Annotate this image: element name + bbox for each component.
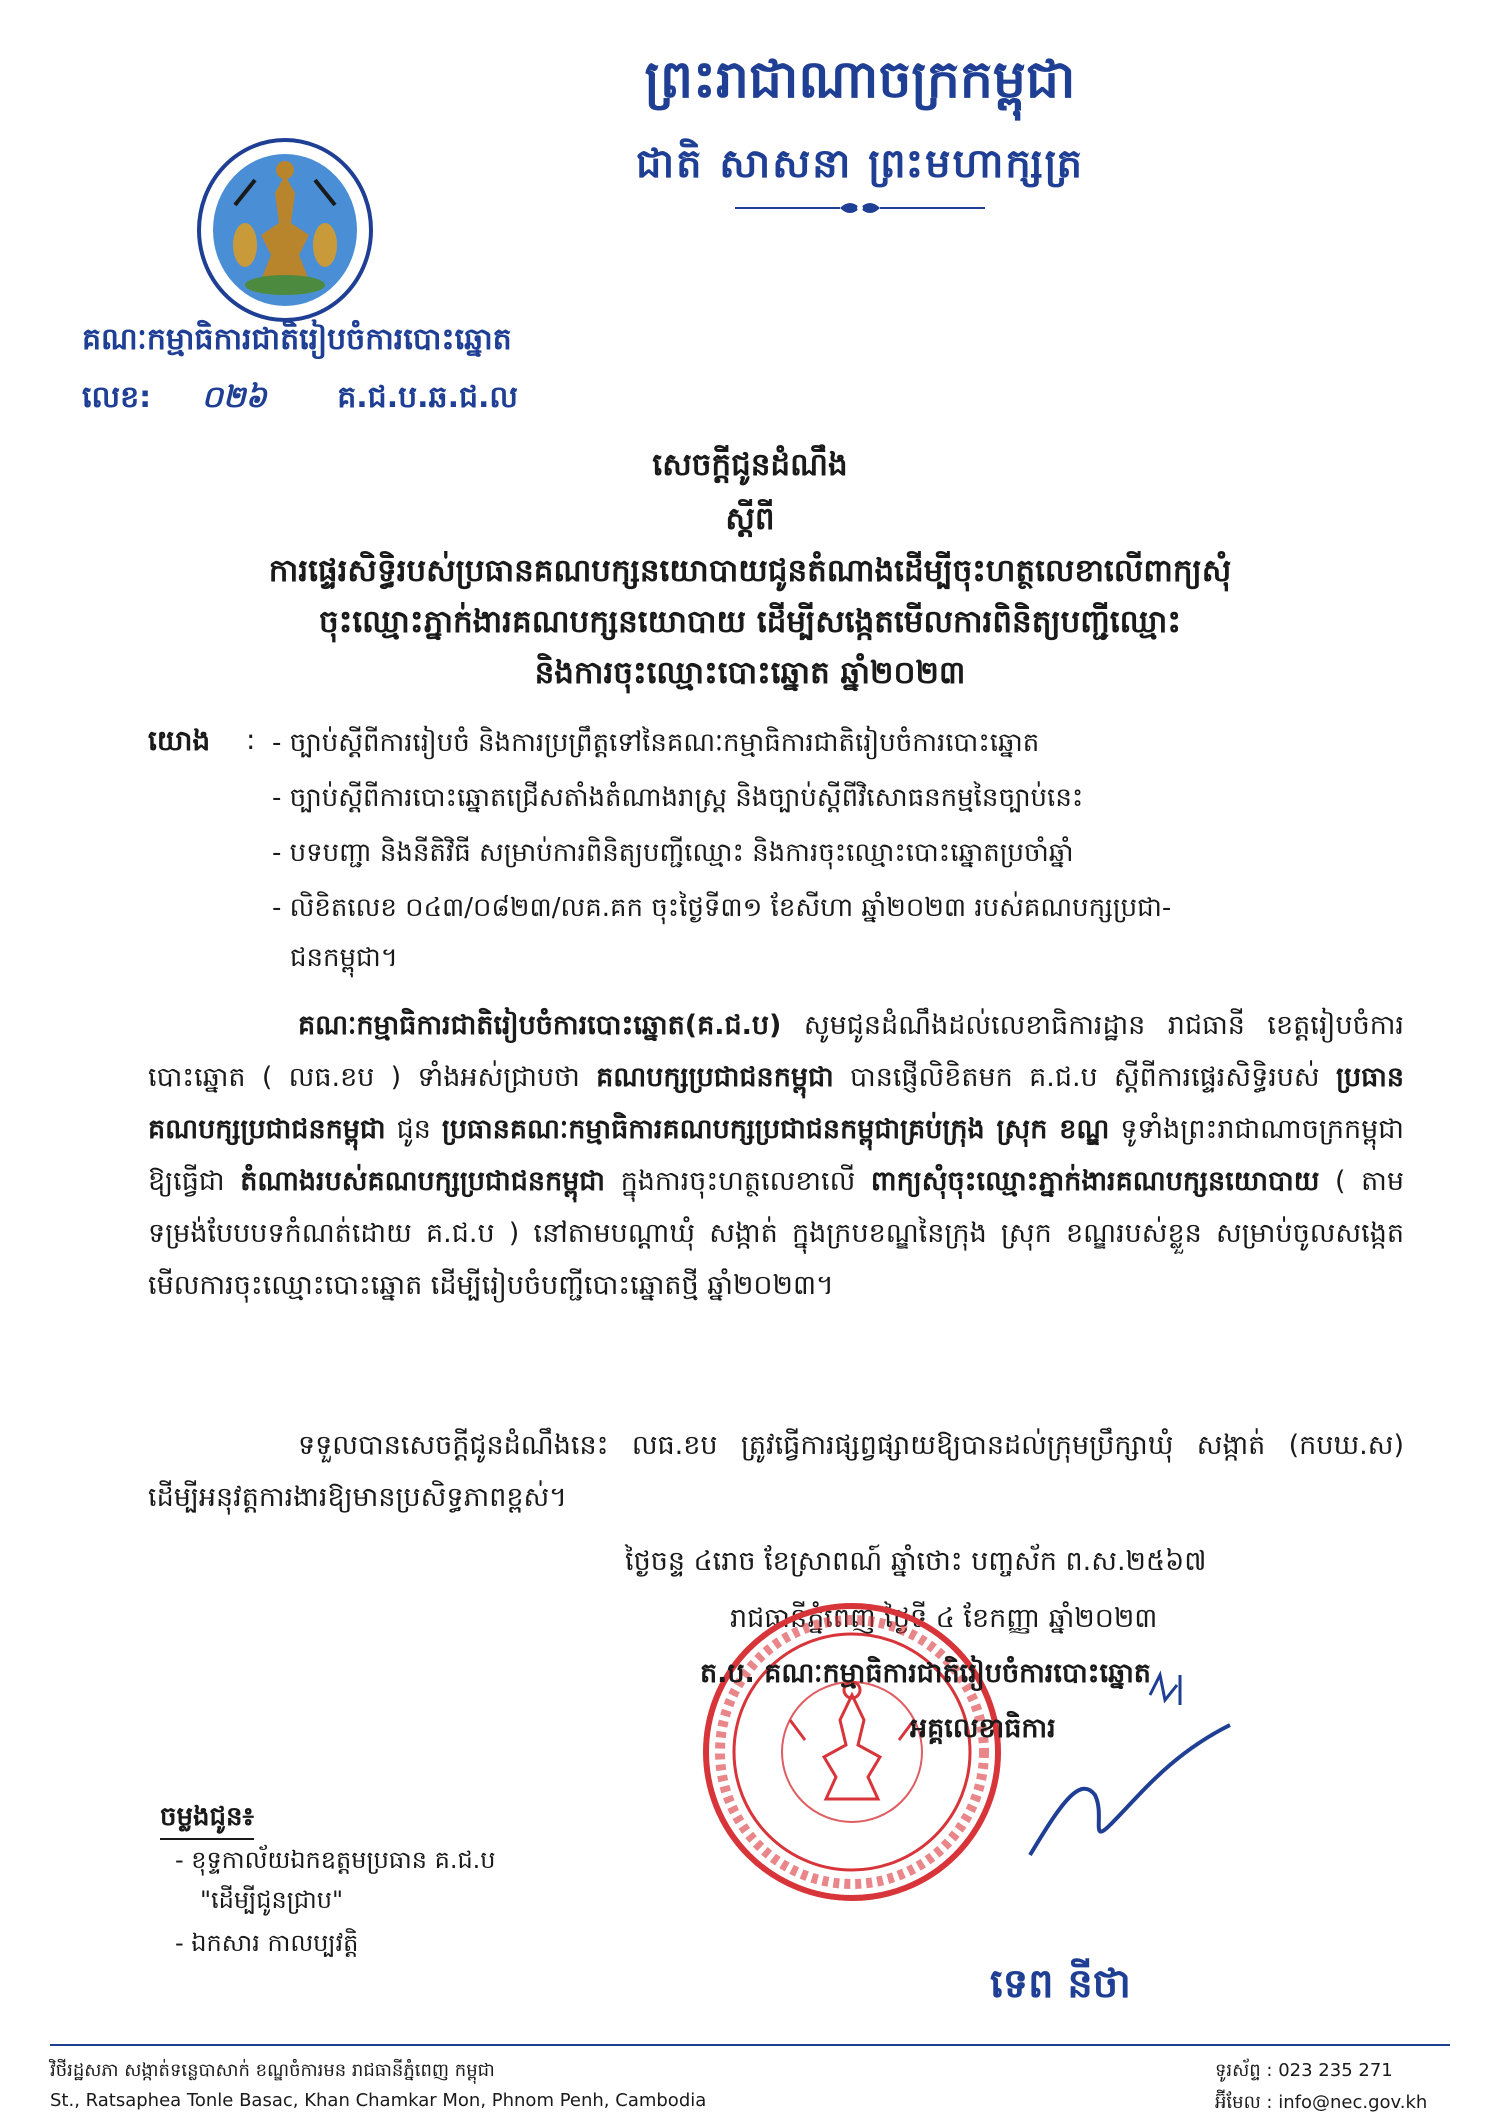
body-text: បានផ្ញើលិខិតមក គ.ជ.ប ស្ដីពីការផ្ទេរសិទ្ធិរបស់ xyxy=(849,1062,1320,1093)
basis-item: - លិខិតលេខ ០៤៣/០៨២៣/លគ.គក ចុះថ្ងៃទី៣១ ខែសីហា ឆ្នាំ២០២៣ របស់គណបក្សប្រជា- xyxy=(272,893,1172,923)
official-stamp xyxy=(700,1600,1005,1905)
footer-divider xyxy=(50,2044,1450,2046)
national-motto: ជាតិ សាសនា ព្រះមហាក្សត្រ xyxy=(636,140,1084,187)
body-text: ទូទាំងព្រះរាជាណាចក្រកម្ពុជា ឱ្យធ្វើជា xyxy=(148,1114,1405,1197)
footer-phone: ទូរស័ព្ទ : 023 235 271 xyxy=(1215,2060,1393,2081)
body-bold-application: ពាក្យសុំចុះឈ្មោះភ្នាក់ងារគណបក្សនយោបាយ xyxy=(870,1166,1320,1197)
kingdom-heading: ព្រះរាជាណាចក្រកម្ពុជា xyxy=(644,49,1076,110)
basis-label: យោង xyxy=(148,724,211,757)
body-bold-representative: តំណាងរបស់គណបក្សប្រជាជនកម្ពុជា xyxy=(240,1166,606,1197)
basis-colon: : xyxy=(246,723,256,756)
copies-label: ចម្លងជូន៖ xyxy=(160,1800,254,1840)
ref-code: គ.ជ.ប.ឆ.ជ.ល xyxy=(337,380,518,415)
basis-item: - ច្បាប់ស្ដីពីការបោះឆ្នោតជ្រើសតាំងតំណាងរាស្ត្រ និងច្បាប់ស្ដីពីវិសោធនកម្មនៃច្បាប់នេះ xyxy=(272,783,1084,813)
doc-title-about: ស្ដីពី xyxy=(725,501,775,537)
solar-date: រាជធានីភ្នំពេញ ថ្ងៃទី ៤ ខែកញ្ញា ឆ្នាំ២០២៣ xyxy=(730,1603,1158,1634)
basis-item: - បទបញ្ជា និងនីតិវិធី សម្រាប់ការពិនិត្យបញ្ជីឈ្មោះ និងការចុះឈ្មោះបោះឆ្នោតប្រចាំឆ្នាំ xyxy=(272,838,1074,868)
body-bold-cpp: គណបក្សប្រជាជនកម្ពុជា xyxy=(596,1062,834,1093)
doc-title: សេចក្ដីជូនដំណឹង xyxy=(652,447,848,483)
basis-item: - ច្បាប់ស្ដីពីការរៀបចំ និងការប្រព្រឹត្តទៅនៃគណៈកម្មាធិការជាតិរៀបចំការបោះឆ្នោត xyxy=(272,728,1040,758)
ref-number: ០២៦ xyxy=(201,380,267,415)
ref-label: លេខ: xyxy=(82,380,152,415)
handwritten-signature xyxy=(1000,1655,1260,1885)
doc-subject-line-3: និងការចុះឈ្មោះបោះឆ្នោត ឆ្នាំ២០២៣ xyxy=(534,655,966,691)
footer-email: អ៊ីមែល : info@nec.gov.kh xyxy=(1215,2092,1428,2113)
copies-item: "ដើម្បីជូនជ្រាប" xyxy=(200,1886,344,1914)
footer-address-en: St., Ratsaphea Tonle Basac, Khan Chamkar Mon, Phnom Penh, Cambodia xyxy=(50,2090,707,2111)
copies-item: - ឯកសារ កាលប្បវត្តិ xyxy=(175,1929,359,1957)
body-text: ជូន xyxy=(396,1114,431,1145)
footer-address-km: វិថីរដ្ឋសភា សង្កាត់ទន្លេបាសាក់ ខណ្ឌចំការមន រាជធានីភ្នំពេញ កម្ពុជា xyxy=(50,2060,495,2081)
body-text: សូមជូនដំណឹងដល់លេខាធិការដ្ឋាន រាជធានី ខេត្តរៀបចំការបោះឆ្នោត ( លធ.ខប ) ទាំងអស់ជ្រាបថា xyxy=(148,1010,1404,1093)
doc-subject-line-1: ការផ្ទេរសិទ្ធិរបស់ប្រធានគណបក្សនយោបាយជូនតំណាងដើម្បីចុះហត្ថលេខាលើពាក្យសុំ xyxy=(268,553,1232,589)
body-paragraph-1 xyxy=(148,1000,1404,1312)
reference-line xyxy=(82,378,518,422)
basis-item: ជនកម្ពុជា។ xyxy=(290,943,398,973)
signature-position: អគ្គលេខាធិការ xyxy=(910,1713,1056,1744)
nec-logo xyxy=(195,135,375,325)
signer-name: ទេព នីថា xyxy=(990,1961,1131,2007)
organization-name: គណៈកម្មាធិការជាតិរៀបចំការបោះឆ្នោត xyxy=(82,322,512,357)
copies-item: - ខុទ្ទកាល័យឯកឧត្ដមប្រធាន គ.ជ.ប xyxy=(175,1846,496,1874)
body-bold-nec: គណៈកម្មាធិការជាតិរៀបចំការបោះឆ្នោត(គ.ជ.ប) xyxy=(298,1010,782,1041)
signature-on-behalf: ត.ប. គណៈកម្មាធិការជាតិរៀបចំការបោះឆ្នោត xyxy=(700,1658,1151,1689)
doc-subject-line-2: ចុះឈ្មោះភ្នាក់ងារគណបក្សនយោបាយ ដើម្បីសង្កេតមើលការពិនិត្យបញ្ជីឈ្មោះ xyxy=(319,604,1181,640)
ornament-divider xyxy=(735,198,985,218)
lunar-date: ថ្ងៃចន្ទ ៤រោច ខែស្រាពណ៍ ឆ្នាំថោះ បញ្ចស័ក ព.ស.២៥៦៧ xyxy=(625,1546,1207,1577)
body-bold-committee: ប្រធានគណៈកម្មាធិការគណបក្សប្រជាជនកម្ពុជាគ្រប់ក្រុង ស្រុក ខណ្ឌ xyxy=(441,1114,1110,1145)
body-bold-president: ប្រធានគណបក្សប្រជាជនកម្ពុជា xyxy=(148,1062,1404,1145)
body-text: ក្នុងការចុះហត្ថលេខាលើ xyxy=(620,1166,856,1197)
body-paragraph-2: ទទួលបានសេចក្ដីជូនដំណឹងនេះ លធ.ខប ត្រូវធ្វើការផ្សព្វផ្សាយឱ្យបានដល់ក្រុមប្រឹក្សាឃុំ សង្កាត់ (កបឃ.ស) ដើម្បីអនុវត្តការងារឱ្យមានប្រសិទ្ធភាពខ្ពស់។ xyxy=(148,1430,1404,1513)
body-text: ( តាមទម្រង់បែបបទកំណត់ដោយ គ.ជ.ប ) នៅតាមបណ្ដាឃុំ សង្កាត់ ក្នុងក្របខណ្ឌនៃក្រុង ស្រុក ខណ្ឌរបស់ខ្លួន សម្រាប់ចូលសង្កេតមើលការចុះឈ្មោះបោះឆ្នោត ដើម្បីរៀបចំបញ្ជីបោះឆ្នោតថ្មី ឆ្នាំ២០២៣។ xyxy=(148,1166,1405,1301)
